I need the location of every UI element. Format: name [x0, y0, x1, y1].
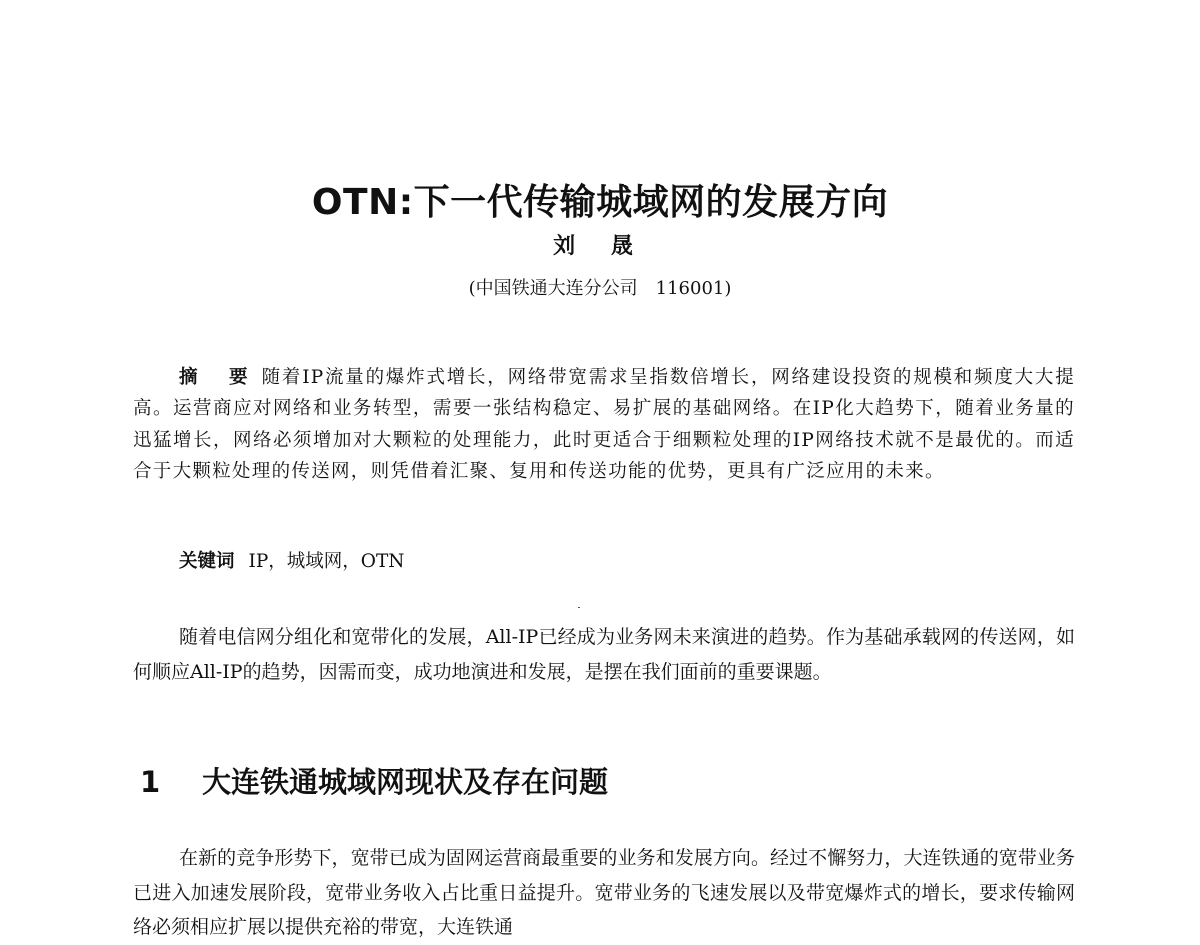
- paper-title: OTN:下一代传输城域网的发展方向: [311, 182, 889, 223]
- section-heading: [140, 760, 608, 804]
- scan-speck: [578, 607, 580, 608]
- abstract-label: 摘 要: [179, 367, 254, 388]
- author-name: 刘 晟: [553, 234, 647, 259]
- intro-paragraph: 随着电信网分组化和宽带化的发展，All-IP已经成为业务网未来演进的趋势。作为基础承载网的传送网，如何顺应All-IP的趋势，因需而变，成功地演进和发展，是摆在我们面前的重要课题。: [133, 626, 1075, 683]
- section-title: 大连铁通城域网现状及存在问题: [202, 765, 609, 799]
- section-paragraph: 在新的竞争形势下，宽带已成为固网运营商最重要的业务和发展方向。经过不懈努力，大连铁通的宽带业务已进入加速发展阶段，宽带业务收入占比重日益提升。宽带业务的飞速发展以及带宽爆炸式的增长，要求传输网络必须相应扩展以提供充裕的带宽，大连铁通: [133, 847, 1075, 938]
- keywords-label: 关键词: [179, 551, 235, 572]
- keywords-text: IP，城域网，OTN: [248, 551, 405, 572]
- abstract-text: 随着IP流量的爆炸式增长，网络带宽需求呈指数倍增长，网络建设投资的规模和频度大大提高。运营商应对网络和业务转型，需要一张结构稳定、易扩展的基础网络。在IP化大趋势下，随着业务量的迅猛增长，网络必须增加对大颗粒的处理能力，此时更适合于细颗粒处理的IP网络技术就不是最优的。而适合于大颗粒处理的传送网，则凭借着汇聚、复用和传送功能的优势，更具有广泛应用的未来。: [133, 367, 1075, 483]
- abstract: [133, 362, 1075, 488]
- section-number: 1: [140, 765, 161, 799]
- keywords: [179, 547, 404, 577]
- author-affiliation: (中国铁通大连分公司 116001): [468, 278, 732, 299]
